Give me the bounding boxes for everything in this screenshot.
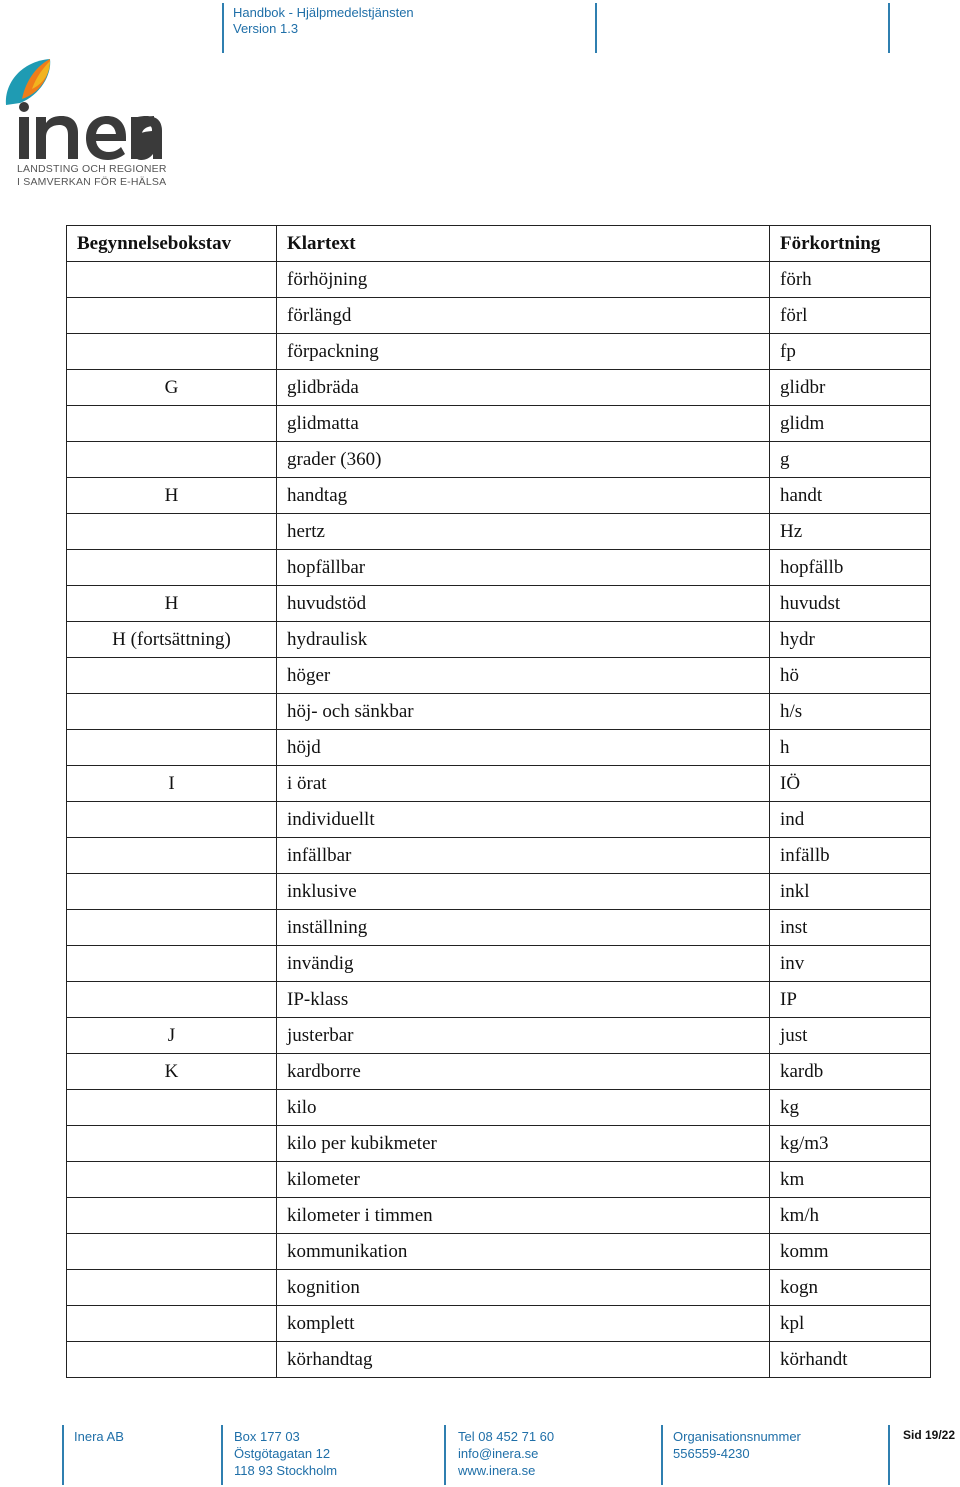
cell-initial <box>67 1234 277 1270</box>
footer-divider-3 <box>444 1425 446 1485</box>
table-row <box>67 838 931 874</box>
cell-abbreviation: infällb <box>770 838 931 874</box>
cell-abbreviation: kpl <box>770 1306 931 1342</box>
cell-plaintext: kommunikation <box>277 1234 770 1270</box>
cell-abbreviation: kg <box>770 1090 931 1126</box>
cell-plaintext: kilometer i timmen <box>277 1198 770 1234</box>
cell-initial: I <box>67 766 277 802</box>
cell-plaintext: hopfällbar <box>277 550 770 586</box>
table-row <box>67 1090 931 1126</box>
table-row <box>67 478 931 514</box>
cell-abbreviation: glidbr <box>770 370 931 406</box>
cell-initial <box>67 838 277 874</box>
table-row <box>67 334 931 370</box>
cell-plaintext: förlängd <box>277 298 770 334</box>
cell-abbreviation: IÖ <box>770 766 931 802</box>
cell-abbreviation: körhandt <box>770 1342 931 1378</box>
cell-plaintext: förpackning <box>277 334 770 370</box>
cell-abbreviation: hydr <box>770 622 931 658</box>
cell-abbreviation: hö <box>770 658 931 694</box>
cell-initial <box>67 334 277 370</box>
document-version: Version 1.3 <box>233 21 299 36</box>
table-row <box>67 658 931 694</box>
cell-abbreviation: kardb <box>770 1054 931 1090</box>
table-row <box>67 1306 931 1342</box>
cell-initial: H <box>67 586 277 622</box>
table-row <box>67 694 931 730</box>
cell-abbreviation: fp <box>770 334 931 370</box>
table-row <box>67 586 931 622</box>
cell-abbreviation: km/h <box>770 1198 931 1234</box>
cell-initial <box>67 910 277 946</box>
cell-plaintext: komplett <box>277 1306 770 1342</box>
cell-initial <box>67 442 277 478</box>
table-row <box>67 262 931 298</box>
cell-plaintext: huvudstöd <box>277 586 770 622</box>
table-row <box>67 1018 931 1054</box>
cell-abbreviation: inv <box>770 946 931 982</box>
cell-abbreviation: ind <box>770 802 931 838</box>
table-row <box>67 982 931 1018</box>
cell-plaintext: invändig <box>277 946 770 982</box>
address-line: Box 177 03 <box>234 1429 300 1444</box>
email-link[interactable]: info@inera.se <box>458 1446 539 1461</box>
org-number-label: Organisationsnummer <box>673 1429 801 1444</box>
cell-initial: J <box>67 1018 277 1054</box>
cell-initial: G <box>67 370 277 406</box>
table-row <box>67 874 931 910</box>
footer-divider-2 <box>221 1425 223 1485</box>
cell-abbreviation: glidm <box>770 406 931 442</box>
address-line: 118 93 Stockholm <box>234 1463 338 1478</box>
table-row <box>67 442 931 478</box>
cell-initial <box>67 262 277 298</box>
header-divider-middle <box>595 3 597 53</box>
column-header-abbreviation: Förkortning <box>770 226 931 262</box>
cell-plaintext: kilo <box>277 1090 770 1126</box>
cell-plaintext: grader (360) <box>277 442 770 478</box>
column-header-initial: Begynnelsebokstav <box>67 226 277 262</box>
cell-abbreviation: inkl <box>770 874 931 910</box>
footer-address <box>234 1428 337 1479</box>
cell-initial <box>67 946 277 982</box>
company-name: Inera AB <box>74 1429 124 1444</box>
cell-plaintext: glidbräda <box>277 370 770 406</box>
table-row <box>67 1198 931 1234</box>
cell-initial <box>67 1270 277 1306</box>
cell-initial <box>67 874 277 910</box>
header-divider-right <box>888 3 890 53</box>
footer-company <box>74 1428 124 1445</box>
cell-abbreviation: inst <box>770 910 931 946</box>
table-row <box>67 1162 931 1198</box>
table-row <box>67 766 931 802</box>
table-row <box>67 622 931 658</box>
table-row <box>67 406 931 442</box>
table-row <box>67 802 931 838</box>
cell-abbreviation: h <box>770 730 931 766</box>
cell-plaintext: höj- och sänkbar <box>277 694 770 730</box>
cell-abbreviation: km <box>770 1162 931 1198</box>
cell-initial <box>67 1342 277 1378</box>
cell-initial <box>67 1162 277 1198</box>
cell-initial <box>67 1306 277 1342</box>
cell-initial <box>67 1198 277 1234</box>
table-row <box>67 1342 931 1378</box>
cell-plaintext: körhandtag <box>277 1342 770 1378</box>
cell-abbreviation: g <box>770 442 931 478</box>
cell-abbreviation: förh <box>770 262 931 298</box>
address-line: Östgötagatan 12 <box>234 1446 331 1461</box>
footer-contact <box>458 1428 554 1479</box>
cell-initial <box>67 694 277 730</box>
cell-plaintext: förhöjning <box>277 262 770 298</box>
cell-initial <box>67 982 277 1018</box>
logo-tagline-2: I SAMVERKAN FÖR E-HÄLSA <box>17 176 167 188</box>
document-title: Handbok - Hjälpmedelstjänsten <box>233 5 414 20</box>
cell-abbreviation: kogn <box>770 1270 931 1306</box>
footer-divider-1 <box>62 1425 64 1485</box>
cell-plaintext: kardborre <box>277 1054 770 1090</box>
cell-plaintext: hertz <box>277 514 770 550</box>
cell-plaintext: inställning <box>277 910 770 946</box>
table-row <box>67 370 931 406</box>
cell-plaintext: infällbar <box>277 838 770 874</box>
cell-abbreviation: förl <box>770 298 931 334</box>
cell-plaintext: individuellt <box>277 802 770 838</box>
cell-plaintext: inklusive <box>277 874 770 910</box>
phone-number: Tel 08 452 71 60 <box>458 1429 555 1444</box>
cell-initial <box>67 1090 277 1126</box>
cell-initial <box>67 730 277 766</box>
cell-plaintext: kilometer <box>277 1162 770 1198</box>
table-row <box>67 910 931 946</box>
cell-plaintext: handtag <box>277 478 770 514</box>
cell-initial <box>67 1126 277 1162</box>
cell-abbreviation: just <box>770 1018 931 1054</box>
table-row <box>67 730 931 766</box>
header-divider-left <box>222 3 224 53</box>
table-row <box>67 1270 931 1306</box>
footer-divider-5 <box>888 1425 890 1485</box>
cell-initial: H <box>67 478 277 514</box>
cell-abbreviation: kg/m3 <box>770 1126 931 1162</box>
table-row <box>67 550 931 586</box>
abbreviation-table <box>66 225 931 1378</box>
column-header-plaintext: Klartext <box>277 226 770 262</box>
cell-abbreviation: handt <box>770 478 931 514</box>
cell-abbreviation: IP <box>770 982 931 1018</box>
table-header-row <box>67 226 931 262</box>
cell-initial <box>67 298 277 334</box>
cell-abbreviation: Hz <box>770 514 931 550</box>
cell-abbreviation: huvudst <box>770 586 931 622</box>
footer-divider-4 <box>661 1425 663 1485</box>
cell-plaintext: glidmatta <box>277 406 770 442</box>
cell-plaintext: IP-klass <box>277 982 770 1018</box>
table-row <box>67 1234 931 1270</box>
logo-tagline-1: LANDSTING OCH REGIONER <box>17 163 167 175</box>
cell-plaintext: kilo per kubikmeter <box>277 1126 770 1162</box>
cell-initial: K <box>67 1054 277 1090</box>
cell-initial <box>67 802 277 838</box>
inera-logo-mark <box>0 55 170 165</box>
cell-initial <box>67 514 277 550</box>
table-row <box>67 1054 931 1090</box>
cell-plaintext: höger <box>277 658 770 694</box>
table-row <box>67 946 931 982</box>
inera-logo <box>0 55 170 195</box>
org-number: 556559-4230 <box>673 1446 750 1461</box>
cell-abbreviation: h/s <box>770 694 931 730</box>
page-number: Sid 19/22 <box>903 1428 956 1442</box>
cell-initial <box>67 658 277 694</box>
document-header <box>233 5 414 37</box>
footer-org <box>673 1428 801 1462</box>
cell-plaintext: justerbar <box>277 1018 770 1054</box>
cell-plaintext: höjd <box>277 730 770 766</box>
cell-initial <box>67 406 277 442</box>
cell-initial: H (fortsättning) <box>67 622 277 658</box>
cell-initial <box>67 550 277 586</box>
table-row <box>67 298 931 334</box>
cell-abbreviation: komm <box>770 1234 931 1270</box>
website-link[interactable]: www.inera.se <box>458 1463 536 1478</box>
cell-plaintext: i örat <box>277 766 770 802</box>
table-row <box>67 1126 931 1162</box>
cell-plaintext: hydraulisk <box>277 622 770 658</box>
cell-plaintext: kognition <box>277 1270 770 1306</box>
table-body <box>67 262 931 1378</box>
table-row <box>67 514 931 550</box>
cell-abbreviation: hopfällb <box>770 550 931 586</box>
